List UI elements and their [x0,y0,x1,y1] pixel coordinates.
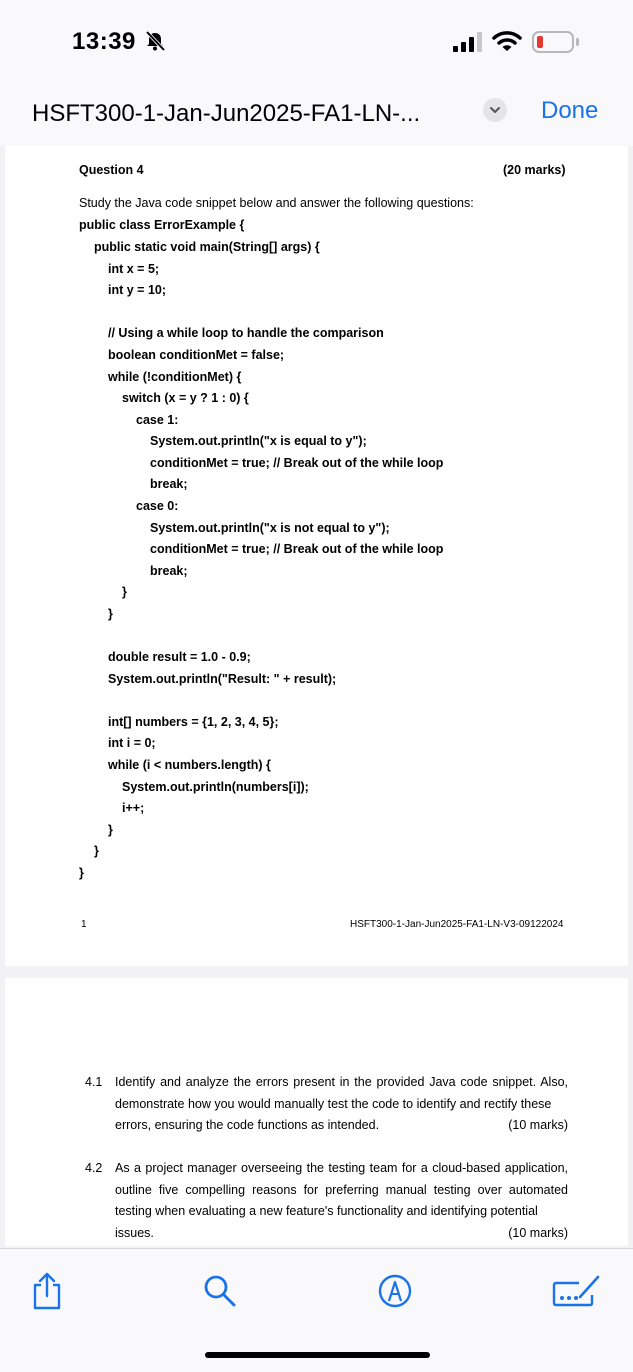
code-line: switch (x = y ? 1 : 0) { [122,391,249,405]
code-line: int x = 5; [108,262,160,276]
question-text: Identify and analyze the errors present in the provided Java code snippet. Also, demonstrate how you would manually test the code to identify and rectify these [115,1075,568,1111]
document-page-2 [5,978,628,1246]
code-line: System.out.println(numbers[i]); [122,780,309,794]
status-bar [0,0,633,88]
code-line: while (!conditionMet) { [108,370,242,384]
code-line: case 0: [136,499,179,513]
code-line: } [108,607,113,621]
document-page-1 [5,146,628,966]
page-footer-ref: HSFT300-1-Jan-Jun2025-FA1-LN-V3-09122024 [350,919,564,930]
question-text: As a project manager overseeing the testing team for a cloud-based application, outline five compelling reasons for preferring manual testing over automated testing when evaluating a new feature's functionality and identifying potential [115,1161,568,1218]
code-line: conditionMet = true; // Break out of the while loop [150,456,444,470]
code-line: int i = 0; [108,736,156,750]
question-4-1 [85,1072,568,1137]
page-number: 1 [81,919,87,930]
search-icon[interactable] [202,1273,238,1309]
question-text-end: errors, ensuring the code functions as intended. [115,1118,380,1132]
home-indicator [205,1352,430,1358]
code-line: i++; [122,801,145,815]
code-line: boolean conditionMet = false; [108,348,285,362]
question-marks: (20 marks) [503,163,566,177]
code-line: } [94,844,99,858]
question-heading: Question 4 [79,163,144,177]
bell-slash-icon [144,30,166,52]
done-button[interactable]: Done [541,97,599,124]
question-4-2 [85,1158,568,1244]
share-icon[interactable] [30,1271,64,1311]
question-marks: (10 marks) [508,1118,568,1132]
question-marks: (10 marks) [508,1225,568,1240]
code-line: double result = 1.0 - 0.9; [108,650,251,664]
code-line: } [108,823,113,837]
code-line: System.out.println("x is not equal to y"); [150,521,390,535]
code-line: break; [150,477,188,491]
code-line: break; [150,564,188,578]
code-line: // Using a while loop to handle the comparison [108,326,384,340]
code-line: conditionMet = true; // Break out of the while loop [150,542,444,556]
nav-bar [0,88,633,146]
code-line: System.out.println("Result: " + result); [108,672,337,686]
code-line: } [122,585,127,599]
document-title: HSFT300-1-Jan-Jun2025-FA1-LN-... [32,100,421,127]
battery-low-icon [532,30,580,54]
wifi-icon [492,30,522,52]
edit-keyboard-icon[interactable] [552,1273,602,1309]
code-line: while (i < numbers.length) { [108,758,271,772]
question-text-end: issues. [115,1225,154,1240]
code-line: System.out.println("x is equal to y"); [150,434,367,448]
code-line: case 1: [136,413,179,427]
question-number: 4.1 [85,1075,103,1089]
question-number: 4.2 [85,1161,103,1175]
status-time: 13:39 [72,28,136,55]
code-line: int y = 10; [108,283,167,297]
markup-icon[interactable] [377,1273,413,1309]
code-line: public class ErrorExample { [79,218,245,232]
title-menu-button[interactable] [483,98,507,122]
code-line: } [79,866,84,880]
question-last-line [115,1115,568,1137]
code-line: int[] numbers = {1, 2, 3, 4, 5}; [108,715,279,729]
question-intro: Study the Java code snippet below and answer the following questions: [79,196,474,210]
question-last-line [115,1223,568,1245]
chevron-down-icon [483,98,507,122]
code-line: public static void main(String[] args) { [94,240,320,254]
signal-icon [452,32,484,52]
